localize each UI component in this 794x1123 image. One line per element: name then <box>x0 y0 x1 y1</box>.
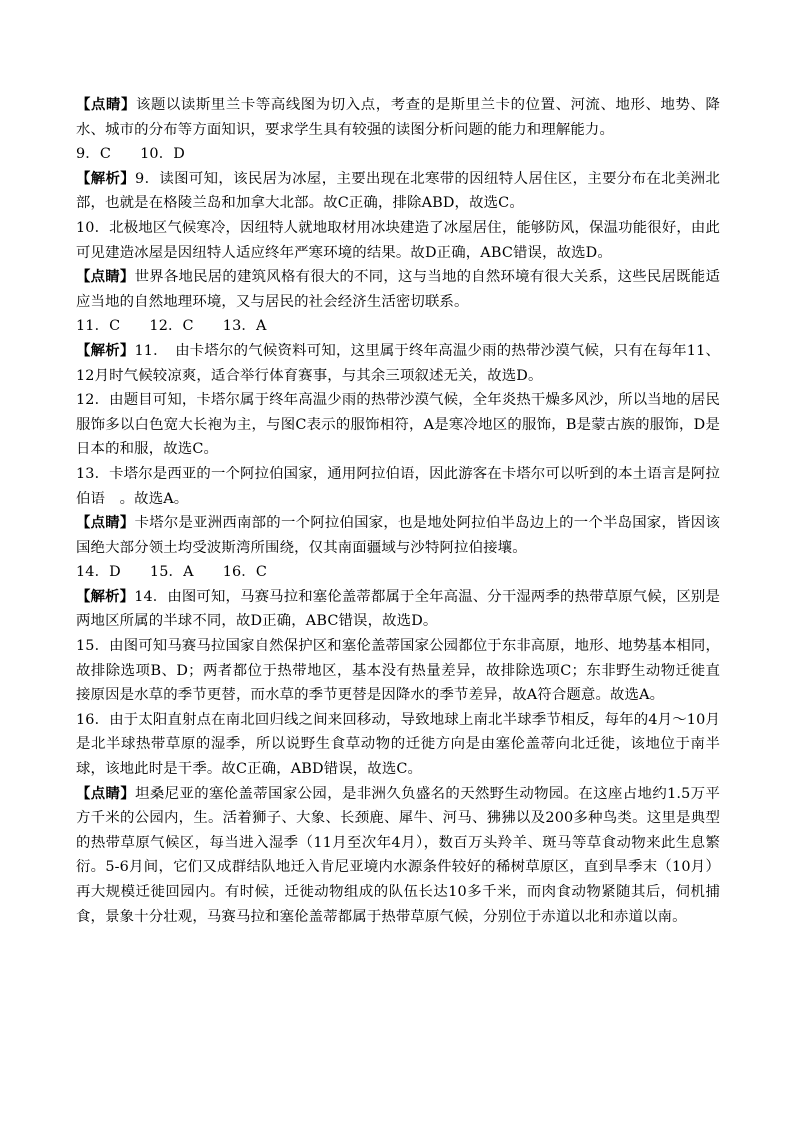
paragraph-text: 世界各地民居的建筑风格有很大的不同，这与当地的自然环境有很大关系，这些民居既能适应当地的自然地理环境，又与居民的社会经济生活密切联系。 <box>76 269 720 310</box>
document-body <box>76 93 720 929</box>
paragraph-explanation-12 <box>76 388 720 462</box>
paragraph-text: 卡塔尔是亚洲西南部的一个阿拉伯国家，也是地处阿拉伯半岛边上的一个半岛国家，皆因该国绝大部分领土均受波斯湾所围绕，仅其南面疆域与沙特阿拉伯接壤。 <box>76 515 720 556</box>
paragraph-text: 坦桑尼亚的塞伦盖蒂国家公园，是非洲久负盛名的天然野生动物园。在这座占地约1.5万平方千米的公园内，生。活着狮子、大象、长颈鹿、犀牛、河马、狒狒以及200多种鸟类。这里是典型的热带草原气候区，每当进入湿季（11月至次年4月），数百万头羚羊、斑马等草食动物来此生息繁衍。5-6月间，它们又成群结队地迁入肯尼亚境内水源条件较好的稀树草原区，直到旱季末（10月）再大规模迁徙回园内。有时候，迁徙动物组成的队伍长达10多千米，而肉食动物紧随其后，伺机捕食，景象十分壮观，马赛马拉和塞伦盖蒂都属于热带草原气候，分别位于赤道以北和赤道以南。 <box>76 785 720 925</box>
paragraph-jiexi-9 <box>76 167 720 216</box>
paragraph-text: 该题以读斯里兰卡等高线图为切入点，考查的是斯里兰卡的位置、河流、地形、地势、降水、城市的分布等方面知识，要求学生具有较强的读图分析问题的能力和理解能力。 <box>76 97 720 138</box>
answer-text: 14．D 15．A 16．C <box>76 564 268 581</box>
answer-line-14-16 <box>76 560 720 585</box>
paragraph-text: 14．由图可知，马赛马拉和塞伦盖蒂都属于全年高温、分干湿两季的热带草原气候，区别是两地区所属的半球不同，故D正确，ABC错误，故选D。 <box>76 588 720 630</box>
paragraph-tag: 【解析】 <box>76 169 136 187</box>
paragraph-tag: 【解析】 <box>76 587 135 605</box>
paragraph-text: 12．由题目可知，卡塔尔属于终年高温少雨的热带沙漠气候，全年炎热干燥多风沙，所以当地的居民服饰多以白色宽大长袍为主，与图C表示的服饰相符，A是寒冷地区的服饰，B是蒙古族的服饰，D是日本的和服，故选C。 <box>76 392 720 458</box>
answer-line-11-13 <box>76 314 720 339</box>
paragraph-text: 10．北极地区气候寒冷，因纽特人就地取材用冰块建造了冰屋居住，能够防风，保温功能很好，由此可见建造冰屋是因纽特人适应终年严寒环境的结果。故D正确，ABC错误，故选D。 <box>76 219 720 261</box>
paragraph-explanation-13 <box>76 462 720 511</box>
paragraph-text: 13．卡塔尔是西亚的一个阿拉伯国家，通用阿拉伯语，因此游客在卡塔尔可以听到的本土语言是阿拉伯语 。故选A。 <box>76 465 720 507</box>
answer-text: 11．C 12．C 13．A <box>76 318 267 335</box>
paragraph-text: 15．由图可知马赛马拉国家自然保护区和塞伦盖蒂国家公园都位于东非高原，地形、地势基本相同，故排除选项B、D；两者都位于热带地区，基本没有热量差异，故排除选项C；东非野生动物迁徙直接原因是水草的季节更替，而水草的季节更替是因降水的季节差异，故A符合题意。故选A。 <box>76 638 720 704</box>
paragraph-text: 16．由于太阳直射点在南北回归线之间来回移动，导致地球上南北半球季节相反，每年的4月～10月是北半球热带草原的湿季，所以说野生食草动物的迁徙方向是由塞伦盖蒂向北迁徙，该地位于南半球，该地此时是干季。故C正确，ABD错误，故选C。 <box>76 711 720 778</box>
paragraph-tag: 【点睛】 <box>76 784 136 802</box>
paragraph-tag: 【点睛】 <box>76 96 136 113</box>
answer-line-9-10 <box>76 142 720 167</box>
paragraph-text: 9．读图可知，该民居为冰屋，主要出现在北寒带的因纽特人居住区，主要分布在北美洲北部，也就是在格陵兰岛和加拿大北部。故C正确，排除ABD，故选C。 <box>76 170 720 212</box>
paragraph-jiexi-11 <box>76 339 720 388</box>
paragraph-dianjing-serengeti <box>76 782 720 930</box>
paragraph-dianjing-sri-lanka <box>76 93 720 142</box>
answer-text: 9．C 10．D <box>76 146 185 163</box>
paragraph-tag: 【解析】 <box>76 341 135 359</box>
paragraph-jiexi-14 <box>76 585 720 634</box>
paragraph-dianjing-dwellings <box>76 265 720 314</box>
paragraph-explanation-16 <box>76 708 720 782</box>
paragraph-tag: 【点睛】 <box>76 268 135 286</box>
paragraph-dianjing-qatar <box>76 511 720 560</box>
paragraph-explanation-10 <box>76 216 720 265</box>
paragraph-explanation-15 <box>76 634 720 708</box>
paragraph-tag: 【点睛】 <box>76 514 135 532</box>
paragraph-text: 11． 由卡塔尔的气候资料可知，这里属于终年高温少雨的热带沙漠气候，只有在每年11、12月时气候较凉爽，适合举行体育赛事，与其余三项叙述无关，故选D。 <box>76 342 720 384</box>
